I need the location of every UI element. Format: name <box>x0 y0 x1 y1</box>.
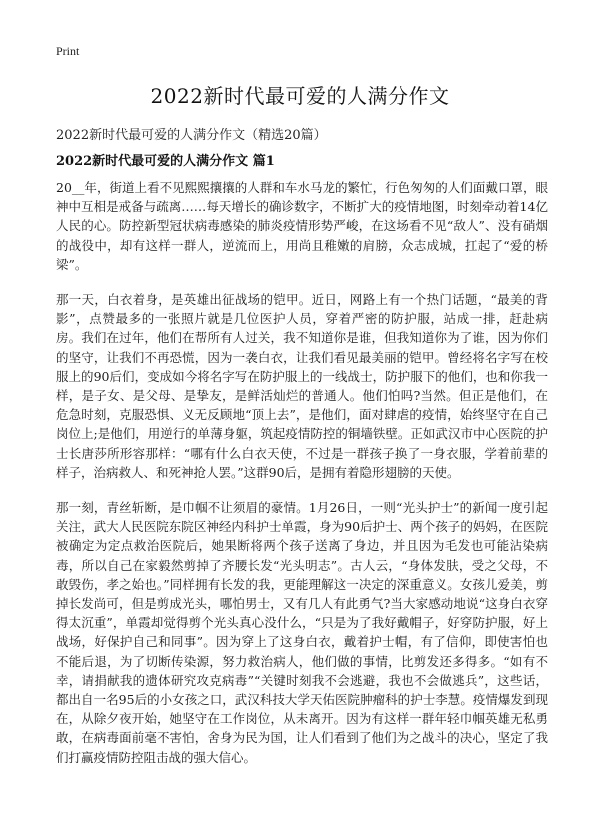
paragraph-1: 20__年，街道上看不见熙熙攘攘的人群和车水马龙的繁忙，行色匆匆的人们面戴口罩，眼神中互相是戒备与疏离……每天增长的确诊数字，不断扩大的疫情地图，时刻牵动着14亿人民的心。防控新型冠状病毒感染的肺炎疫情形势严峻，在这场看不见“敌人”、没有硝烟的战役中，却有这样一群人，逆流而上，用尚且稚嫩的肩膀，众志成城，扛起了“爱的桥梁”。 <box>56 180 548 272</box>
document-title: 2022新时代最可爱的人满分作文 <box>150 84 450 108</box>
document-subtitle: 2022新时代最可爱的人满分作文（精选20篇） <box>56 128 327 143</box>
paragraph-3: 那一刻，青丝斩断，是巾帼不让须眉的豪情。1月26日，一则“光头护士”的新闻一度引起关注，武大人民医院东院区神经内科护士单霞，身为90后护士、两个孩子的妈妈，在医院被确定为定点救治医院后，她果断将两个孩子送离了身边，并且因为毛发也可能沾染病毒，所以自己在家毅然剪掉了齐腰长发“光头明志”。古人云，“身体发肤，受之父母，不敢毁伤，孝之始也。”同样拥有长发的我，更能理解这一决定的深重意义。女孩儿爱美，剪掉长发尚可，但是剪成光头，哪怕男士，又有几人有此勇气?当大家感动地说“这身白衣穿得太沉重”，单霞却觉得剪个光头真心没什么，“只是为了我好戴帽子，好穿防护服，好上战场，好保护自己和同事”。因为穿上了这身白衣，戴着护士帽，有了信仰，即使害怕也不能后退，为了切断传染源，努力救治病人，他们做的事情，比剪发还多得多。“如有不幸，请捐献我的遗体研究攻克病毒”“关键时刻我不会逃避，我也不会做逃兵”，这些话，都出自一名95后的小女孩之口，武汉科技大学天佑医院肿瘤科的护士李慧。疫情爆发到现在，从除夕夜开始，她坚守在工作岗位，从未离开。因为有这样一群年轻巾帼英雄无私勇敢，在病毒面前毫不害怕，舍身为民为国，让人们看到了他们为之战斗的决心，坚定了我们打赢疫情防控阻击战的强大信心。 <box>56 500 548 765</box>
section-heading: 2022新时代最可爱的人满分作文 篇1 <box>56 154 275 169</box>
paragraph-2: 那一天，白衣着身，是英雄出征战场的铠甲。近日，网路上有一个热门话题，“最美的背影”，点赞最多的一张照片就是几位医护人员，穿着严密的防护服，站成一排，赶赴病房。我们在过年，他们在帮所有人过关，我不知道你是谁，但我知道你为了谁，因为你们的坚守，让我们不再恐慌，因为一袭白衣，让我们看见最美丽的铠甲。曾经将名字写在校服上的90后们，变成如今将名字写在防护服上的一线战士，防护服下的他们，也和你我一样，是子女、是父母、是挚友，是鲜活灿烂的普通人。他们怕吗?当然。但正是他们，在危急时刻，克服恐惧、义无反顾地“顶上去”，是他们，面对肆虐的疫情，始终坚守在自己岗位上;是他们，用逆行的单薄身躯，筑起疫情防控的铜墙铁壁。正如武汉市中心医院的护士长唐莎所形容那样：“哪有什么白衣天使，不过是一群孩子换了一身衣服，学着前辈的样子，治病救人、和死神抢人罢。”这群90后，是拥有着隐形翅膀的天使。 <box>56 292 548 480</box>
article-body <box>56 178 548 783</box>
print-label: Print <box>56 44 80 58</box>
